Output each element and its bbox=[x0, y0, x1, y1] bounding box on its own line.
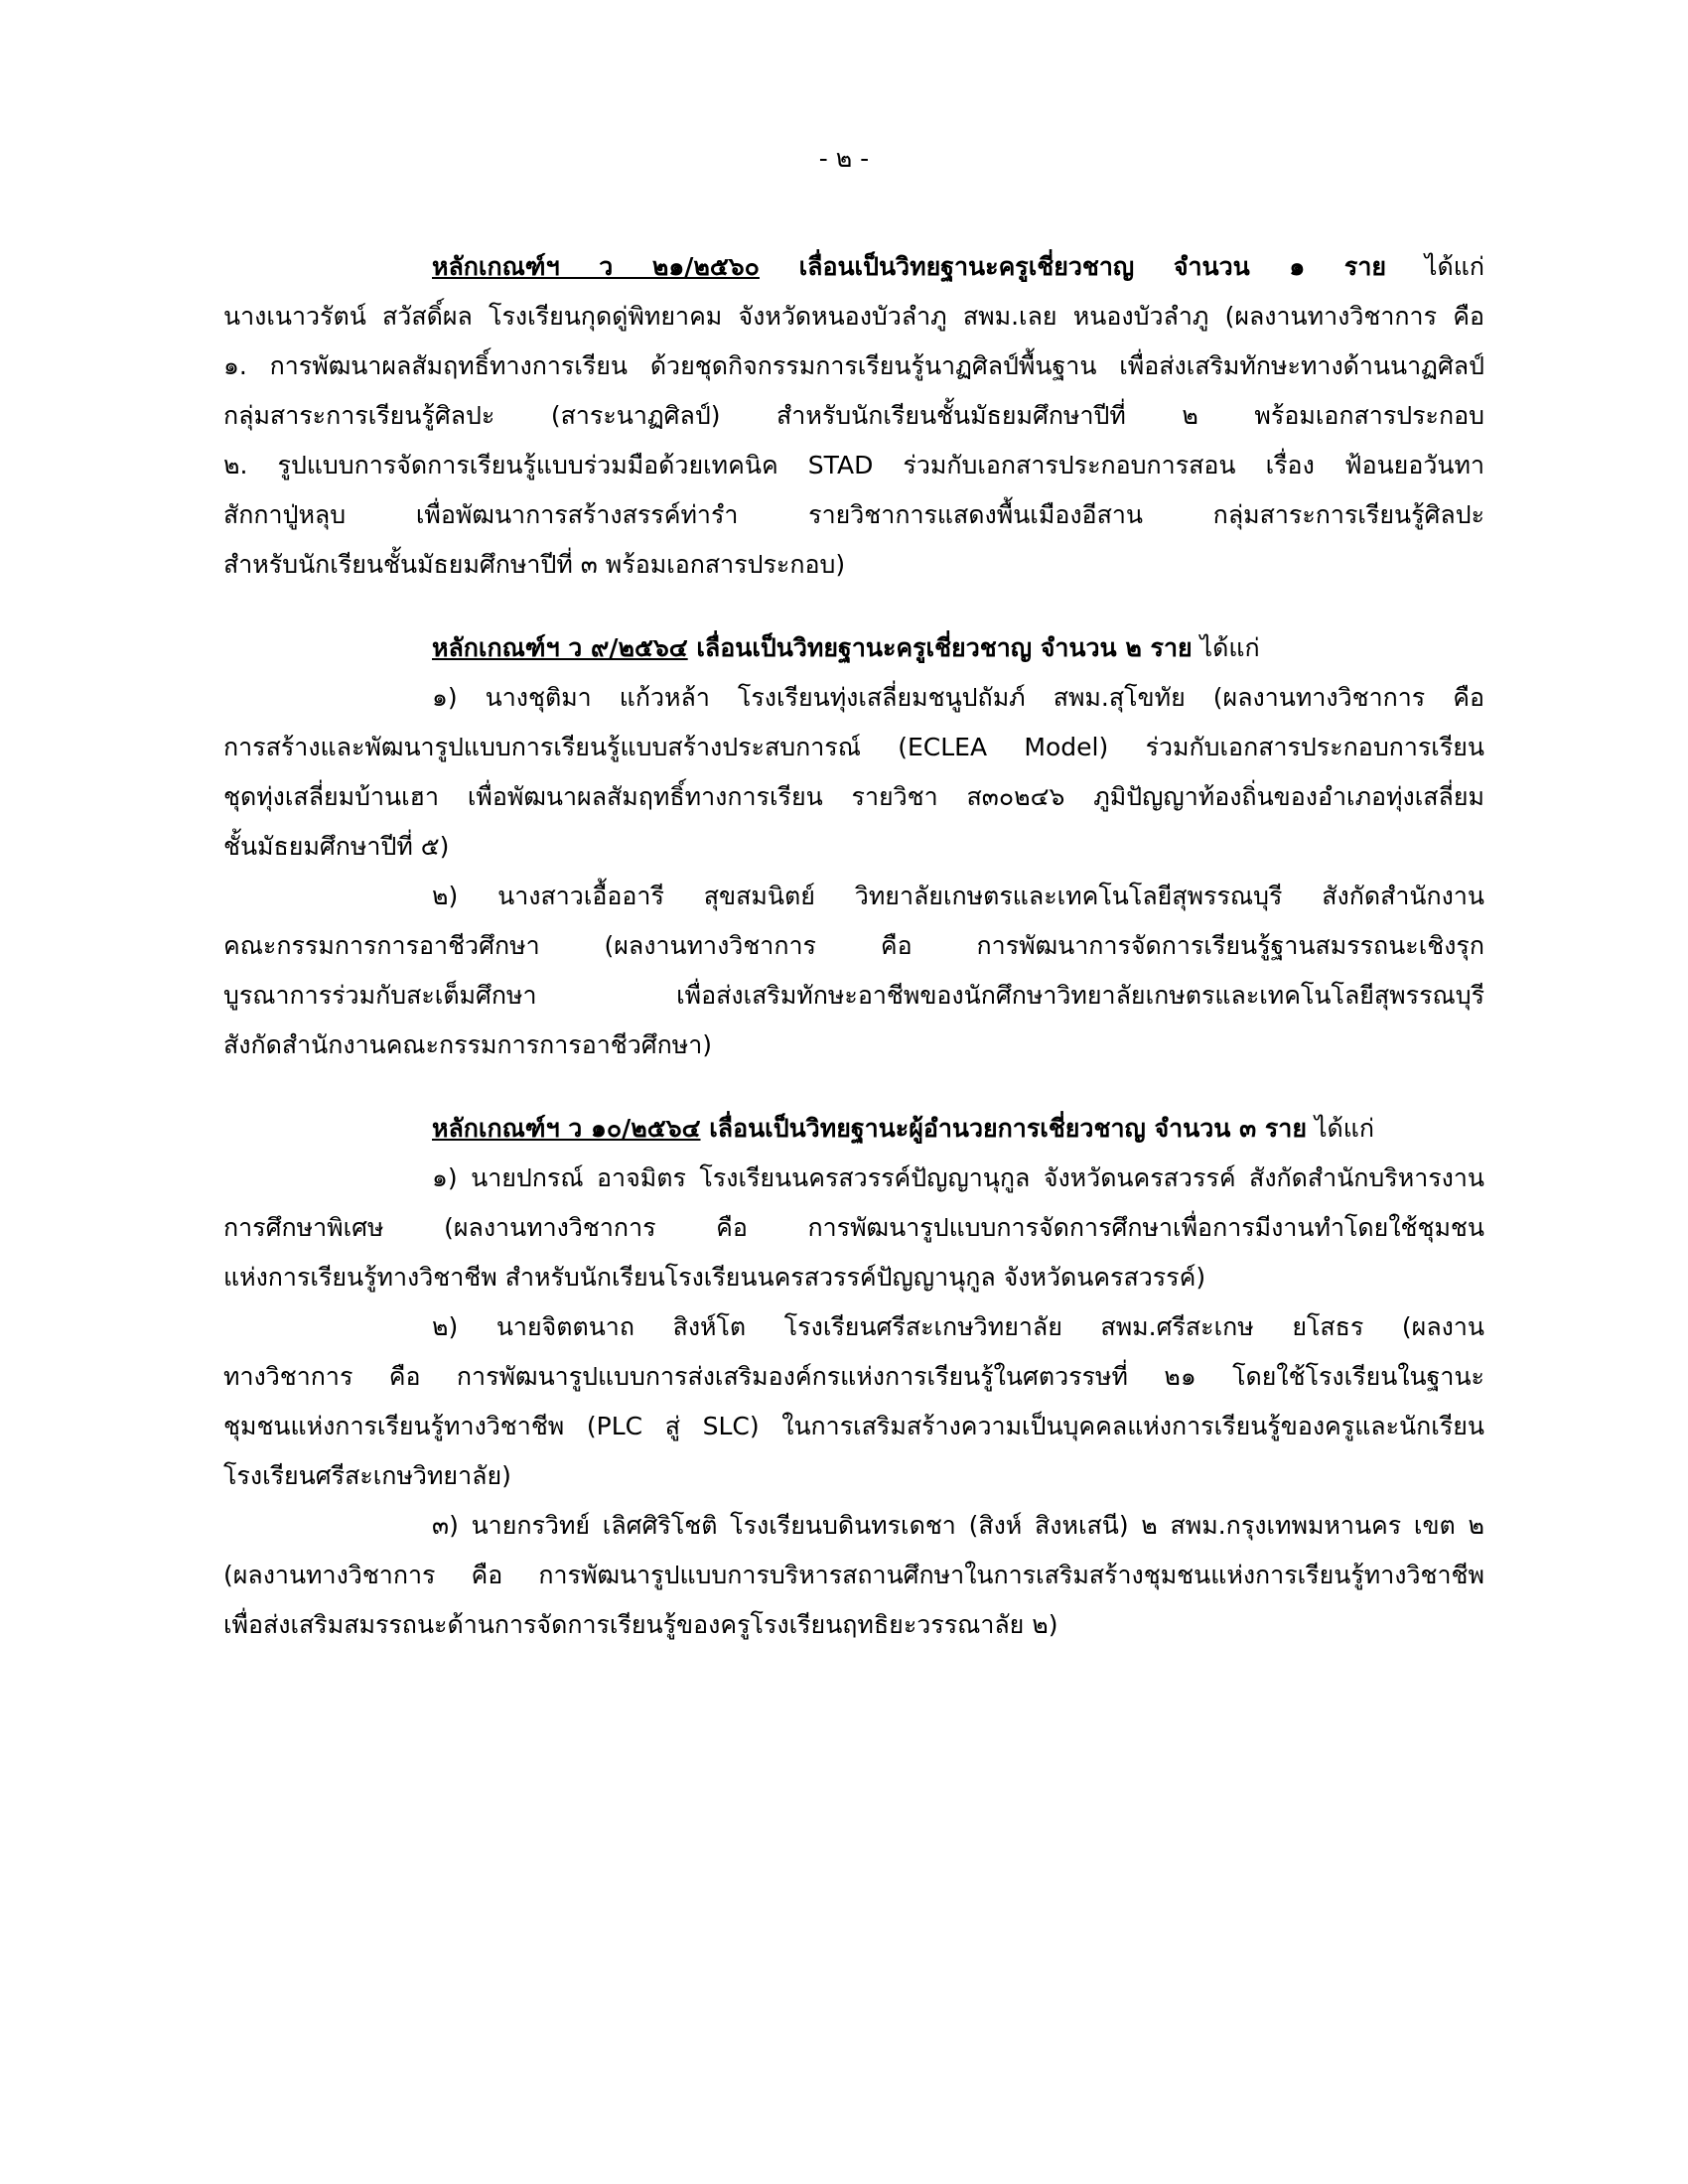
heading-suffix: ได้แก่ bbox=[1192, 633, 1260, 662]
heading-text: เลื่อนเป็นวิทยฐานะครูเชี่ยวชาญ จำนวน ๑ ราย bbox=[759, 252, 1387, 281]
list-item-first-line: ๒) นางสาวเอื้ออารี สุขสมนิตย์ วิทยาลัยเกษตรและเทคโนโลยีสุพรรณบุรี สังกัดสำนักงาน bbox=[432, 882, 1484, 910]
heading-suffix: ได้แก่ bbox=[1307, 1114, 1375, 1143]
list-item-first-line: ๑) นายปกรณ์ อาจมิตร โรงเรียนนครสวรรค์ปัญญานุกูล จังหวัดนครสวรรค์ สังกัดสำนักบริหารงาน bbox=[432, 1163, 1484, 1192]
list-item-first-line: ๓) นายกรวิทย์ เลิศศิริโชติ โรงเรียนบดินทรเดชา (สิงห์ สิงหเสนี) ๒ สพม.กรุงเทพมหานคร เขต ๒ bbox=[432, 1511, 1484, 1540]
section-criterion-10-2564 bbox=[223, 1104, 1484, 1650]
section-heading bbox=[223, 242, 1484, 292]
paragraph-line: คณะกรรมการการอาชีวศึกษา (ผลงานทางวิชาการ คือ การพัฒนาการจัดการเรียนรู้ฐานสมรรถนะเชิงรุก bbox=[223, 931, 1484, 960]
list-item-first-line: ๒) นายจิตตนาถ สิงห์โต โรงเรียนศรีสะเกษวิทยาลัย สพม.ศรีสะเกษ ยโสธร (ผลงาน bbox=[432, 1312, 1484, 1341]
paragraph-line: สักกาปู่หลุบ เพื่อพัฒนาการสร้างสรรค์ท่ารำ รายวิชาการแสดงพื้นเมืองอีสาน กลุ่มสาระการเรียนรู้ศิลปะ bbox=[223, 500, 1484, 529]
criterion-reference: หลักเกณฑ์ฯ ว ๙/๒๕๖๔ bbox=[432, 633, 688, 662]
section-heading bbox=[223, 623, 1484, 673]
paragraph-line: การศึกษาพิเศษ (ผลงานทางวิชาการ คือ การพัฒนารูปแบบการจัดการศึกษาเพื่อการมีงานทำโดยใช้ชุมชน bbox=[223, 1213, 1484, 1242]
paragraph-line: นางเนาวรัตน์ สวัสดิ์ผล โรงเรียนกุดดู่พิทยาคม จังหวัดหนองบัวลำภู สพม.เลย หนองบัวลำภู (ผลงานทางวิชาการ คือ bbox=[223, 302, 1484, 331]
paragraph-line: ทางวิชาการ คือ การพัฒนารูปแบบการส่งเสริมองค์กรแห่งการเรียนรู้ในศตวรรษที่ ๒๑ โดยใช้โรงเรียนในฐานะ bbox=[223, 1362, 1484, 1391]
paragraph-line: แห่งการเรียนรู้ทางวิชาชีพ สำหรับนักเรียนโรงเรียนนครสวรรค์ปัญญานุกูล จังหวัดนครสวรรค์) bbox=[223, 1263, 1206, 1292]
list-item bbox=[223, 1501, 1484, 1650]
document-body bbox=[223, 242, 1484, 1650]
paragraph-line: การสร้างและพัฒนารูปแบบการเรียนรู้แบบสร้างประสบการณ์ (ECLEA Model) ร่วมกับเอกสารประกอบการเรียน bbox=[223, 733, 1484, 761]
heading-text: เลื่อนเป็นวิทยฐานะครูเชี่ยวชาญ จำนวน ๒ ราย bbox=[687, 633, 1193, 662]
paragraph-line: โรงเรียนศรีสะเกษวิทยาลัย) bbox=[223, 1461, 511, 1490]
list-item-first-line: ๑) นางชุติมา แก้วหล้า โรงเรียนทุ่งเสลี่ยมชนูปถัมภ์ สพม.สุโขทัย (ผลงานทางวิชาการ คือ bbox=[432, 683, 1484, 712]
paragraph-line: เพื่อส่งเสริมสมรรถนะด้านการจัดการเรียนรู้ของครูโรงเรียนฤทธิยะวรรณาลัย ๒) bbox=[223, 1610, 1058, 1639]
paragraph-line: กลุ่มสาระการเรียนรู้ศิลปะ (สาระนาฏศิลป์) สำหรับนักเรียนชั้นมัธยมศึกษาปีที่ ๒ พร้อมเอกสารประกอบ bbox=[223, 401, 1484, 430]
paragraph-line: ชุมชนแห่งการเรียนรู้ทางวิชาชีพ (PLC สู่ SLC) ในการเสริมสร้างความเป็นบุคคลแห่งการเรียนรู้ของครูและนักเรียน bbox=[223, 1412, 1484, 1440]
section-criterion-21-2560 bbox=[223, 242, 1484, 590]
section-criterion-9-2564 bbox=[223, 623, 1484, 1070]
page-number: - ๒ - bbox=[818, 144, 870, 173]
paragraph-line: (ผลงานทางวิชาการ คือ การพัฒนารูปแบบการบริหารสถานศึกษาในการเสริมสร้างชุมชนแห่งการเรียนรู้ทางวิชาชีพ bbox=[223, 1561, 1484, 1589]
list-item bbox=[223, 872, 1484, 1070]
section-heading bbox=[223, 1104, 1484, 1154]
heading-suffix: ได้แก่ bbox=[1386, 252, 1484, 281]
paragraph-line: สำหรับนักเรียนชั้นมัธยมศึกษาปีที่ ๓ พร้อมเอกสารประกอบ) bbox=[223, 550, 846, 579]
paragraph-line: ชั้นมัธยมศึกษาปีที่ ๕) bbox=[223, 832, 450, 861]
criterion-reference: หลักเกณฑ์ฯ ว ๑๐/๒๕๖๔ bbox=[432, 1114, 701, 1143]
list-item bbox=[223, 1154, 1484, 1302]
criterion-reference: หลักเกณฑ์ฯ ว ๒๑/๒๕๖๐ bbox=[432, 252, 760, 281]
paragraph-line: ชุดทุ่งเสลี่ยมบ้านเฮา เพื่อพัฒนาผลสัมฤทธิ์ทางการเรียน รายวิชา ส๓๐๒๔๖ ภูมิปัญญาท้องถิ่นของอำเภอทุ่งเสลี่ยม bbox=[223, 782, 1484, 811]
list-item bbox=[223, 1302, 1484, 1501]
paragraph-line: ๑. การพัฒนาผลสัมฤทธิ์ทางการเรียน ด้วยชุดกิจกรรมการเรียนรู้นาฏศิลป์พื้นฐาน เพื่อส่งเสริมทักษะทางด้านนาฏศิลป์ bbox=[223, 351, 1484, 380]
paragraph-line: สังกัดสำนักงานคณะกรรมการการอาชีวศึกษา) bbox=[223, 1030, 713, 1059]
heading-text: เลื่อนเป็นวิทยฐานะผู้อำนวยการเชี่ยวชาญ จำนวน ๓ ราย bbox=[700, 1114, 1307, 1143]
list-item bbox=[223, 673, 1484, 872]
paragraph-line: บูรณาการร่วมกับสะเต็มศึกษา เพื่อส่งเสริมทักษะอาชีพของนักศึกษาวิทยาลัยเกษตรและเทคโนโลยีสุพรรณบุรี bbox=[223, 981, 1484, 1010]
paragraph-line: ๒. รูปแบบการจัดการเรียนรู้แบบร่วมมือด้วยเทคนิค STAD ร่วมกับเอกสารประกอบการสอน เรื่อง ฟ้อนยอวันทา bbox=[223, 451, 1484, 479]
